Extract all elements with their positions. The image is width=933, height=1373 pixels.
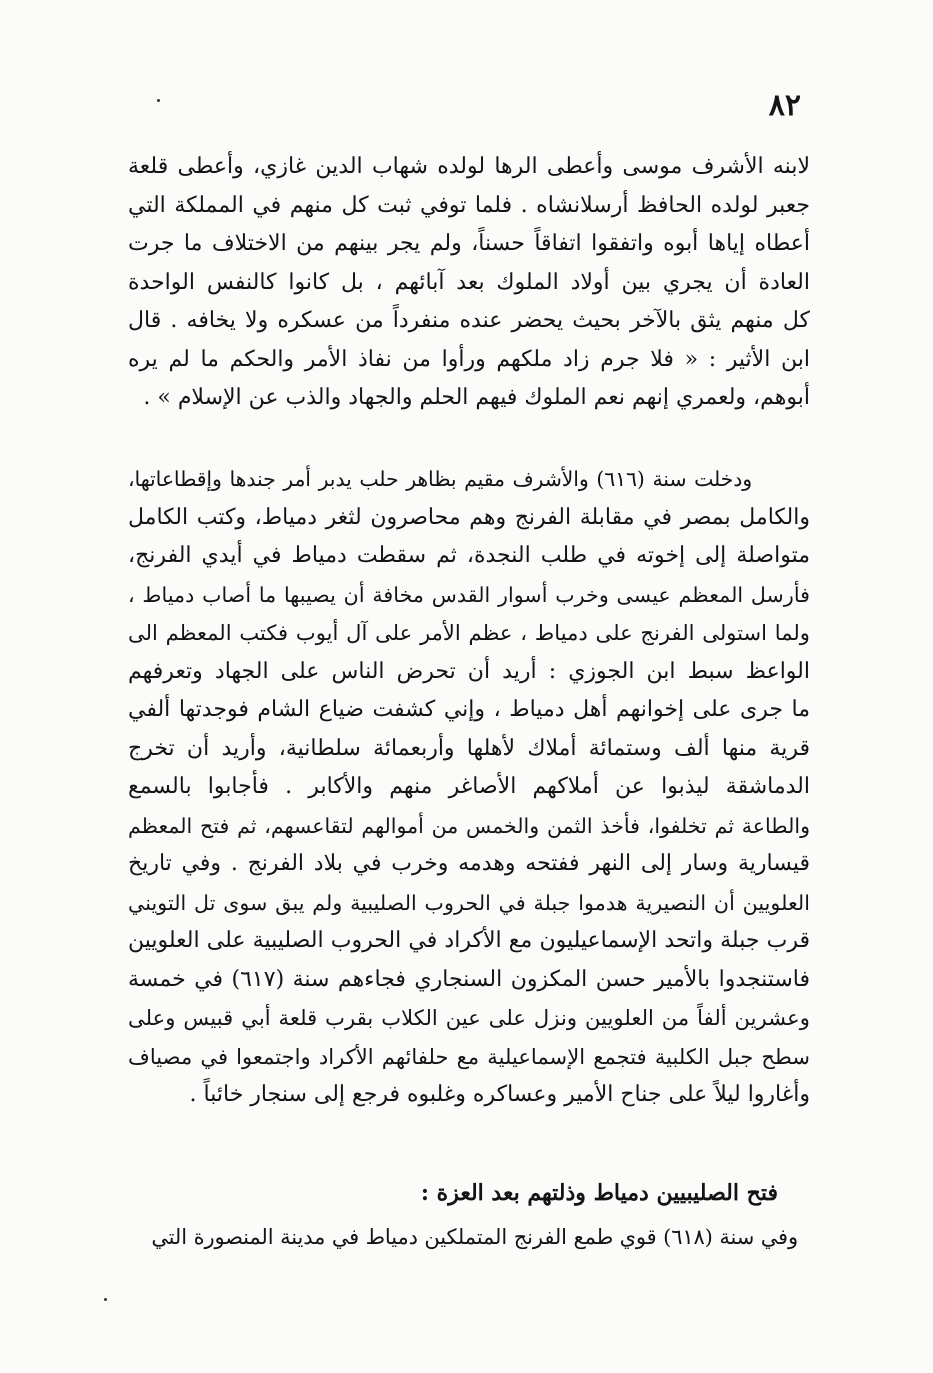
text-line: ودخلت سنة (٦١٦) والأشرف مقيم بظاهر حلب يدبر أمر جندها وإقطاعاتها، (128, 467, 752, 491)
text-line: الدماشقة ليذبوا عن أملاكهم الأصاغر منهم والأكابر . فأجابوا بالسمع (128, 774, 810, 799)
text-line: فاستنجدوا بالأمير حسن المكزون السنجاري فجاءهم سنة (٦١٧) في خمسة (128, 966, 810, 992)
text-line: قرب جبلة واتحد الإسماعيليون مع الأكراد في الحروب الصليبية على العلويين (128, 928, 810, 953)
text-line: ابن الأثير : « فلا جرم زاد ملكهم ورأوا من نفاذ الأمر والحكم ما لم يره (128, 346, 810, 372)
text-line: متواصلة إلى إخوته في طلب النجدة، ثم سقطت دمياط في أيدي الفرنج، (128, 543, 810, 568)
page-number: ٨٢ (768, 88, 801, 123)
paragraph-2 (128, 460, 810, 1115)
print-speck (104, 1298, 107, 1301)
text-line: والكامل بمصر في مقابلة الفرنج وهم محاصرون لثغر دمياط، وكتب الكامل (128, 504, 810, 530)
text-line: والطاعة ثم تخلفوا، فأخذ الثمن والخمس من أموالهم لتقاعسهم، ثم فتح المعظم (128, 813, 810, 838)
text-line: وأغاروا ليلاً على جناح الأمير وعساكره وغلبوه فرجع إلى سنجار خائباً . (189, 1082, 810, 1107)
text-line: جعبر لولده الحافظ أرسلانشاه . فلما توفي ثبت كل منهم في المملكة التي (128, 192, 810, 218)
paragraph-1 (128, 148, 810, 418)
text-line: أبوهم، ولعمري إنهم نعم الملوك فيهم الحلم والجهاد والذب عن الإسلام » . (143, 385, 810, 410)
text-line: الواعظ سبط ابن الجوزي : أريد أن تحرض الناس على الجهاد وتعرفهم (128, 658, 810, 684)
text-line: سطح جبل الكلبية فتجمع الإسماعيلية مع حلفائهم الأكراد واجتمعوا في مصياف (128, 1043, 810, 1069)
section-heading: فتح الصليبيين دمياط وذلتهم بعد العزة : (420, 1180, 778, 1206)
text-line: قرية منها ألف وستمائة أملاك لأهلها وأربعمائة سلطانية، وأريد أن تخرج (128, 735, 810, 761)
text-line: قيسارية وسار إلى النهر ففتحه وهدمه وخرب في بلاد الفرنج . وفي تاريخ (128, 851, 810, 876)
text-line: العلويين أن النصيرية هدموا جبلة في الحروب الصليبية ولم يبق سوى تل التويني (128, 890, 810, 915)
print-speck (157, 99, 160, 102)
text-line: أعطاه إياها أبوه واتفقوا اتفاقاً حسناً، ولم يجر بينهم من الاختلاف ما جرت (128, 231, 810, 256)
text-line: ولما استولى الفرنج على دمياط ، عظم الأمر على آل أيوب فكتب المعظم الى (128, 620, 810, 645)
text-line: ما جرى على إخوانهم أهل دمياط ، وإني كشفت ضياع الشام فوجدتها ألفي (128, 697, 810, 722)
text-line: العادة أن يجري بين أولاد الملوك بعد آبائهم ، بل كانوا كالنفس الواحدة (128, 269, 810, 295)
text-line: وفي سنة (٦١٨) قوي طمع الفرنج المتملكين دمياط في مدينة المنصورة التي (151, 1225, 798, 1249)
text-line: وعشرين ألفاً من العلويين ونزل على عين الكلاب بقرب قلعة أبي قبيس وعلى (128, 1005, 810, 1030)
text-line: لابنه الأشرف موسى وأعطى الرها لولده شهاب الدين غازي، وأعطى قلعة (128, 154, 810, 179)
paragraph-3 (138, 1218, 798, 1257)
text-line: كل منهم يثق بالآخر بحيث يحضر عنده منفرداً من عسكره ولا يخافه . قال (128, 308, 810, 333)
text-line: فأرسل المعظم عيسى وخرب أسوار القدس مخافة أن يصيبها ما أصاب دمياط ، (128, 582, 810, 607)
